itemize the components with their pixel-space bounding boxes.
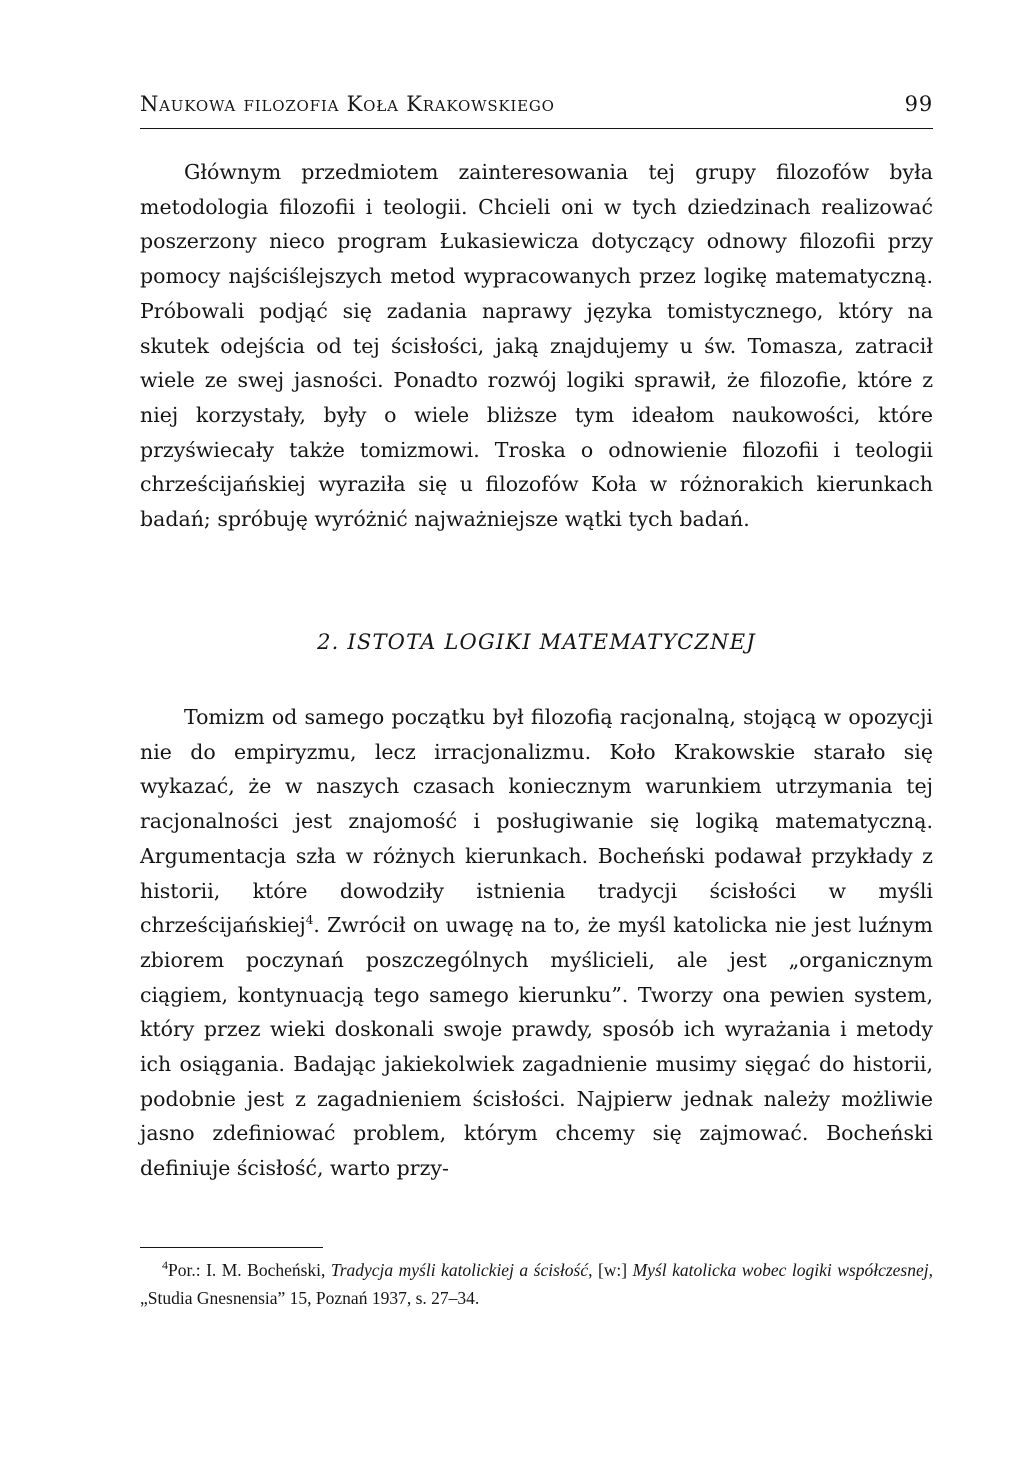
header-rule bbox=[140, 128, 933, 129]
footnote-part-2: [w:] bbox=[592, 1260, 633, 1280]
footnote-part-3: „Studia Gnesnensia” 15, Poznań 1937, s. 27–34. bbox=[140, 1288, 480, 1308]
section-heading: 2. ISTOTA LOGIKI MATEMATYCZNEJ bbox=[317, 630, 756, 654]
footnote-rule bbox=[140, 1247, 323, 1248]
footnote-text bbox=[140, 1256, 933, 1312]
footnote-reference: 4 bbox=[305, 913, 314, 928]
section-2-text bbox=[140, 700, 933, 1186]
footnote-number: 4 bbox=[162, 1258, 168, 1273]
footnote-title-2: Myśl katolicka wobec logiki współczesnej, bbox=[632, 1260, 933, 1280]
running-header bbox=[140, 92, 933, 116]
footnote-title-1: Tradycja myśli katolickiej a ścisłość, bbox=[330, 1260, 593, 1280]
footnote-part-1: Por.: I. M. Bocheński, bbox=[168, 1260, 331, 1280]
paragraph-2-after-note: . Zwrócił on uwagę na to, że myśl katolicka nie jest luźnym zbiorem poczynań poszczególnych myślicieli, ale jest „organicznym ciągiem, kontynuacją tego samego kierunku”. Tworzy ona pewien system, który przez wieki doskonali swoje prawdy, sposób ich wyrażania i metody ich osiągania. Badając jakiekolwiek zagadnienie musimy sięgać do historii, podobnie jest z zagadnieniem ścisłości. Najpierw jednak należy możliwie jasno zdefiniować problem, którym chcemy się zajmować. Bocheński definiuje ścisłość, warto przy- bbox=[140, 913, 933, 1181]
footnote bbox=[140, 1256, 933, 1312]
paragraph-2 bbox=[140, 700, 933, 1186]
running-header-title: Naukowa filozofia Koła Krakowskiego bbox=[140, 92, 555, 116]
paragraph-1: Głównym przedmiotem zainteresowania tej grupy filozofów była metodologia filozofii i teologii. Chcieli oni w tych dziedzinach realizować poszerzony nieco program Łukasiewicza dotyczący odnowy filozofii przy pomocy najściślejszych metod wypracowanych przez logikę matematyczną. Próbowali podjąć się zadania naprawy języka tomistycznego, który na skutek odejścia od tej ścisłości, jaką znajdujemy u św. Tomasza, zatracił wiele ze swej jasności. Ponadto rozwój logiki sprawił, że filozofie, które z niej korzystały, były o wiele bliższe tym ideałom naukowości, które przyświecały także tomizmowi. Troska o odnowienie filozofii i teologii chrześcijańskiej wyraziła się u filozofów Koła w różnorakich kierunkach badań; spróbuję wyróżnić najważniejsze wątki tych badań. bbox=[140, 160, 933, 532]
paragraph-2-before-note: Tomizm od samego początku był filozofią racjonalną, stojącą w opozycji nie do empiryzmu, lecz irracjonalizmu. Koło Krakowskie starało się wykazać, że w naszych czasach koniecznym warunkiem utrzymania tej racjonalności jest znajomość i posługiwanie się logiką matematyczną. Argumentacja szła w różnych kierunkach. Bocheński podawał przykłady z historii, które dowodziły istnienia tradycji ścisłości w myśli chrześcijańskiej bbox=[140, 705, 933, 938]
page-number: 99 bbox=[904, 92, 933, 116]
section-1-text bbox=[140, 155, 933, 537]
